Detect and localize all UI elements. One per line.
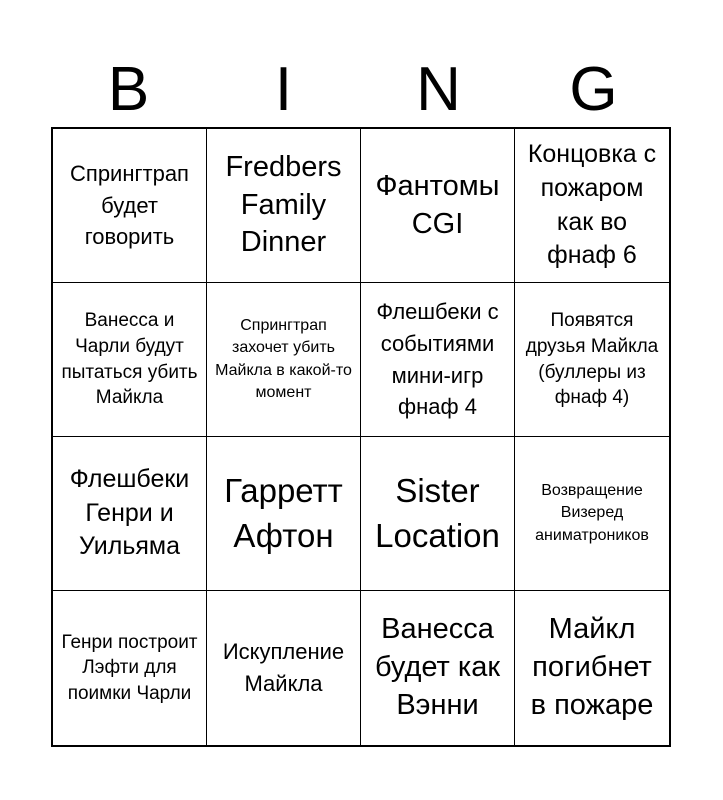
bingo-cell-r2c3[interactable]: Флешбеки с событиями мини-игр фнаф 4: [361, 283, 515, 437]
bingo-cell-r1c3[interactable]: Фантомы CGI: [361, 129, 515, 283]
bingo-cell-r1c1[interactable]: Спрингтрап будет говорить: [53, 129, 207, 283]
header-letter-i: I: [274, 55, 293, 124]
bingo-cell-r4c2[interactable]: Искупление Майкла: [207, 591, 361, 745]
bingo-cell-r2c1[interactable]: Ванесса и Чарли будут пытаться убить Майкла: [53, 283, 207, 437]
header-letter-g: G: [569, 55, 618, 124]
bingo-cell-r4c4[interactable]: Майкл погибнет в пожаре: [530, 613, 654, 721]
header-letter-b: B: [107, 55, 150, 124]
bingo-header: [51, 52, 671, 128]
bingo-cell-r2c4[interactable]: Появятся друзья Майкла (буллеры из фнаф 4): [515, 283, 669, 437]
bingo-cell-r2c2[interactable]: Спрингтрап захочет убить Майкла в какой-то момент: [207, 283, 361, 437]
bingo-cell-r3c4[interactable]: Возвращение Визеред аниматроников: [515, 437, 669, 591]
header-letter-n: N: [416, 55, 461, 124]
bingo-cell-r3c3[interactable]: Sister Location: [361, 437, 515, 591]
bingo-cell-r4c3[interactable]: Ванесса будет как Вэнни: [361, 591, 515, 745]
bingo-cell-r4c1[interactable]: Генри построит Лэфти для поимки Чарли: [53, 591, 207, 745]
bingo-cell-r1c2[interactable]: Fredbers Family Dinner: [207, 129, 361, 283]
bingo-board: [51, 127, 671, 747]
bingo-cell-r3c2[interactable]: Гарретт Афтон: [207, 437, 361, 591]
bingo-cell-r1c4[interactable]: Концовка с пожаром как во фнаф 6: [515, 129, 669, 283]
bingo-cell-r3c1[interactable]: Флешбеки Генри и Уильяма: [53, 437, 207, 591]
